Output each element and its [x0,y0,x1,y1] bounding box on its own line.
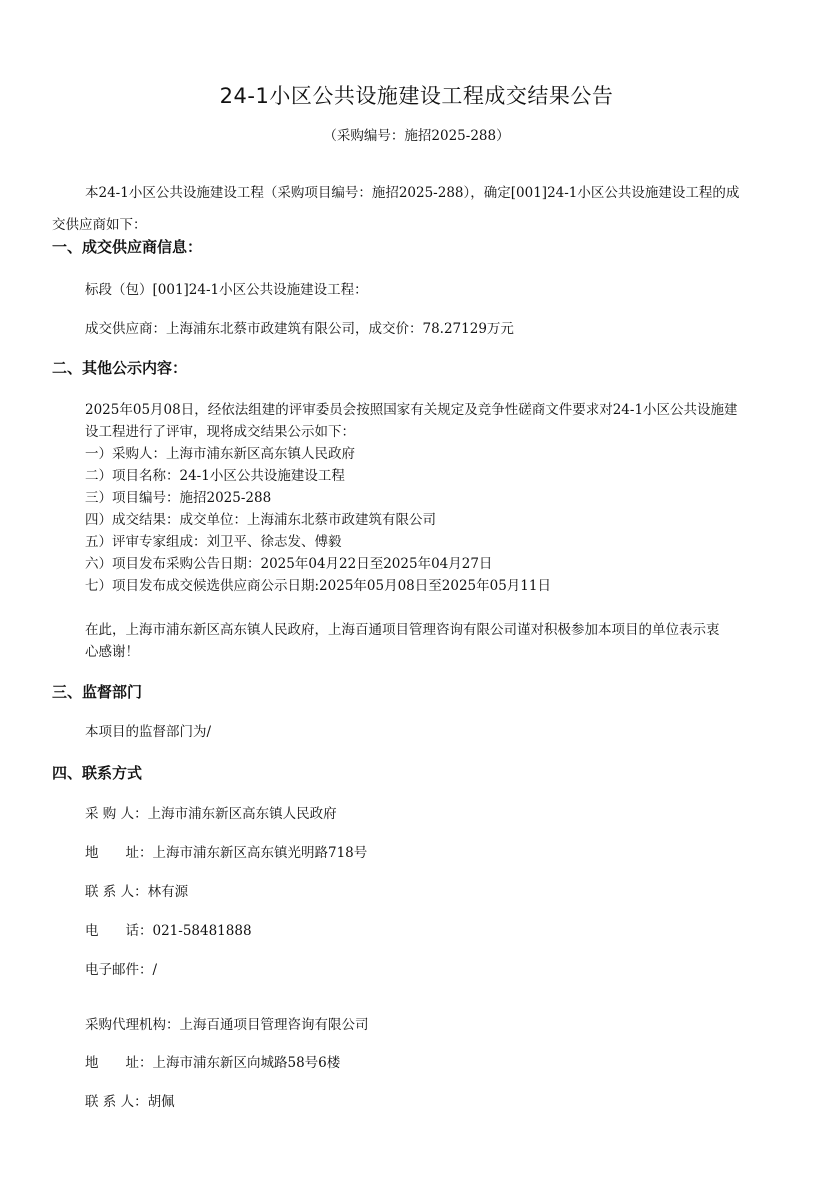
address-label: 地 址： [85,845,153,861]
section1-heading: 一、成交供应商信息： [52,238,203,256]
section4-heading: 四、联系方式 [52,764,143,782]
intro-line-1: 本24-1小区公共设施建设工程（采购项目编号：施招2025-288），确定[001]24-1小区公共设施建设工程的成 [85,185,740,201]
address-row [85,841,367,861]
address-value: 上海市浦东新区高东镇光明路718号 [152,845,368,861]
list-item: 二）项目名称：24-1小区公共设施建设工程 [85,468,345,484]
agency-row [85,1013,369,1033]
review-para-line-1: 2025年05月08日，经依法组建的评审委员会按照国家有关规定及竞争性磋商文件要求对24-1小区公共设施建 [85,402,738,418]
agency-address-value: 上海市浦东新区向城路58号6楼 [152,1055,341,1071]
thanks-line-2: 心感谢！ [85,644,139,660]
contact-label: 联 系 人： [85,884,148,900]
agency-contact-value: 胡佩 [147,1094,175,1110]
page-title: 24-1小区公共设施建设工程成交结果公告 [219,84,614,108]
purchaser-value: 上海市浦东新区高东镇人民政府 [147,806,337,822]
agency-contact-label: 联 系 人： [85,1094,148,1110]
list-item: 一）采购人：上海市浦东新区高东镇人民政府 [85,446,355,462]
section3-heading: 三、监督部门 [52,683,143,701]
list-item: 七）项目发布成交候选供应商公示日期:2025年05月08日至2025年05月11日 [85,578,551,594]
contact-value: 林有源 [147,884,189,900]
phone-value: 021-58481888 [152,923,252,939]
list-item: 六）项目发布采购公告日期：2025年04月22日至2025年04月27日 [85,556,493,572]
supervision-text: 本项目的监督部门为/ [85,724,212,740]
contact-row [85,880,188,900]
purchaser-row [85,802,337,822]
email-row [85,958,157,978]
email-value: / [152,962,158,978]
supplier-line: 成交供应商：上海浦东北蔡市政建筑有限公司，成交价：78.27129万元 [85,321,514,337]
phone-label: 电 话： [85,923,153,939]
list-item: 五）评审专家组成：刘卫平、徐志发、傅毅 [85,534,342,550]
agency-label: 采购代理机构： [85,1017,180,1033]
agency-contact-row [85,1090,175,1110]
agency-value: 上海百通项目管理咨询有限公司 [179,1017,369,1033]
agency-address-label: 地 址： [85,1055,153,1071]
review-para-line-2: 设工程进行了评审，现将成交结果公示如下： [85,424,355,440]
procurement-number: （采购编号：施招2025-288） [323,128,510,144]
agency-address-row [85,1051,340,1071]
purchaser-label: 采 购 人： [85,806,148,822]
list-item: 三）项目编号：施招2025-288 [85,490,272,506]
section2-heading: 二、其他公示内容： [52,359,188,377]
phone-row [85,919,252,939]
thanks-line-1: 在此，上海市浦东新区高东镇人民政府，上海百通项目管理咨询有限公司谨对积极参加本项目的单位表示衷 [85,622,720,638]
email-label: 电子邮件： [85,962,153,978]
list-item: 四）成交结果：成交单位：上海浦东北蔡市政建筑有限公司 [85,512,436,528]
intro-line-2: 交供应商如下： [52,217,147,233]
lot-line: 标段（包）[001]24-1小区公共设施建设工程： [85,282,368,298]
